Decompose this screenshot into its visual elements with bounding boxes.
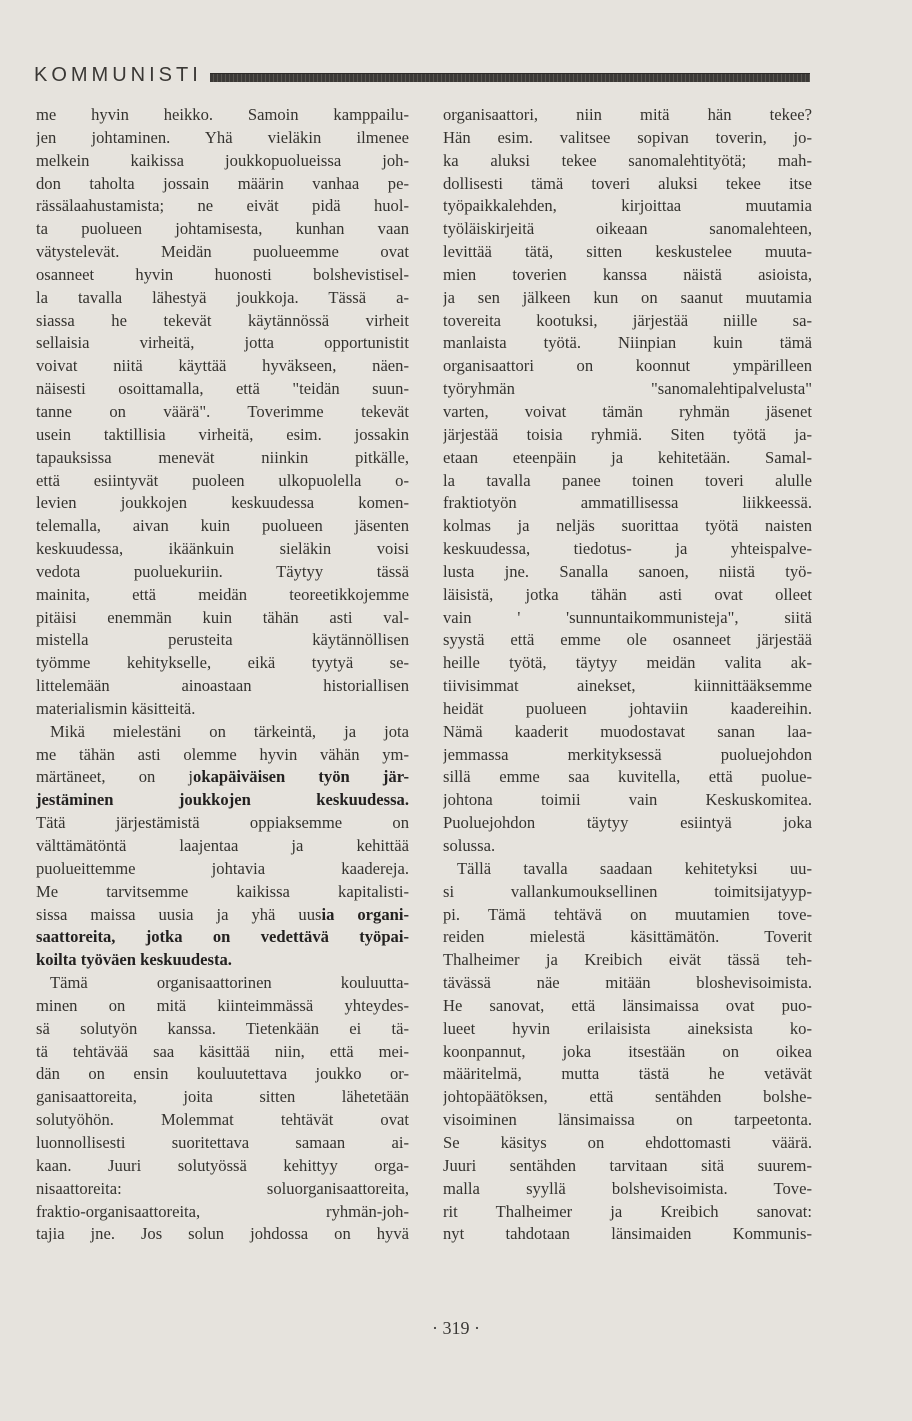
text-line: Juuri sentähden tarvitaan sitä suurem-: [443, 1155, 812, 1175]
text-line: dän on ensin kouluutettava joukko or-: [36, 1064, 409, 1084]
text-line: He sanovat, että länsimaissa ovat puo-: [443, 995, 812, 1015]
text-line: tajia jne. Jos solun johdossa on hyvä: [36, 1224, 409, 1244]
text-line: mien toverien kanssa näistä asioista,: [443, 264, 812, 284]
text-line: malla syyllä bolshevisoimista. Tove-: [443, 1178, 812, 1198]
text-line: kaan. Juuri solutyössä kehittyy orga-: [36, 1155, 409, 1175]
text-line: organisaattori on koonnut ympärilleen: [443, 356, 812, 376]
text-line: koilta työväen keskuudesta.: [36, 950, 232, 970]
text-line: solussa.: [443, 836, 496, 855]
text-line: että esiintyvät puoleen ulkopuolella o-: [36, 470, 409, 490]
text-line: ganisaattoreita, joita sitten lähetetään: [36, 1087, 409, 1107]
text-line: osanneet hyvin huonosti bolshevistisel-: [36, 264, 409, 284]
text-line: organisaattori, niin mitä hän tekee?: [443, 105, 812, 124]
text-line: tapauksissa menevät niinkin pitkälle,: [36, 447, 409, 467]
text-line: me hyvin heikko. Samoin kamppailu-: [36, 105, 409, 124]
text-line: fraktio-organisaattoreita, ryhmän-joh-: [36, 1201, 409, 1221]
text-line: minen on mitä kiinteimmässä yhteydes-: [36, 995, 409, 1015]
text-line: sellaisia virheitä, jotta opportunistit: [36, 333, 409, 353]
text-line: varten, voivat tämän ryhmän jäsenet: [443, 401, 812, 421]
text-line: johtopäätöksen, että sentähden bolshe-: [443, 1087, 812, 1107]
text-line: työmme kehitykselle, eikä tyytyä se-: [36, 653, 409, 673]
text-line: välttämätöntä laajentaa ja kehittää: [36, 836, 409, 855]
text-line: pitäisi enemmän kuin tähän asti val-: [36, 607, 409, 627]
text-line: Tätä järjestämistä oppiaksemme on: [36, 813, 409, 833]
header-rule: [210, 73, 810, 82]
text-line: rässälaahustamista; ne eivät pidä huol-: [36, 196, 409, 216]
page-number: · 319 ·: [432, 1318, 480, 1338]
text-line: mistella perusteita käytännöllisen: [36, 630, 409, 650]
text-line: la tavalla panee toinen toveri alulle: [443, 470, 812, 490]
text-line: heidät puolueen johtaviin kaadereihin.: [443, 698, 812, 718]
text-line: tä tehtävää saa käsittää niin, että mei-: [36, 1041, 409, 1061]
text-line: visoiminen länsimaissa on tarpeetonta.: [443, 1110, 812, 1130]
text-line: määritelmä, mutta tästä he vetävät: [443, 1064, 812, 1084]
journal-title: KOMMUNISTI: [34, 64, 202, 86]
text-line: tovereita kootuksi, järjestää niille sa-: [443, 310, 812, 330]
text-line: tävässä näe mitään bloshevisoimista.: [443, 973, 812, 993]
text-line: jestäminen joukkojen keskuudessa.: [36, 790, 409, 810]
text-line: kolmas ja neljäs suorittaa työtä naisten: [443, 516, 812, 536]
text-line: ka aluksi tekee sanomalehtityötä; mah-: [443, 150, 812, 170]
text-line: si vallankumouksellinen toimitsijatyyp-: [443, 881, 812, 901]
text-line: usein taktillisia virheitä, esim. jossakin: [36, 424, 409, 444]
text-line: näisesti osoittamalla, että "teidän suun-: [36, 379, 409, 399]
text-line: tiivisimmat ainekset, kiinnittääksemme: [443, 676, 812, 696]
text-line: ta puolueen johtamisesta, kunhan vaan: [36, 219, 409, 239]
text-line: jen johtaminen. Yhä vieläkin ilmenee: [36, 127, 409, 147]
text-line: levien joukkojen keskuudessa komen-: [36, 493, 409, 513]
text-line: saattoreita, jotka on vedettävä työpai-: [36, 927, 409, 947]
text-line: pi. Tämä tehtävä on muutamien tove-: [443, 904, 812, 924]
text-line: Mikä mielestäni on tärkeintä, ja jota: [50, 721, 409, 741]
text-line: etaan eteenpäin ja kehitetään. Samal-: [443, 447, 812, 467]
text-line: heille työtä, täytyy meidän valita ak-: [443, 653, 812, 673]
text-line: me tähän asti olemme hyvin vähän ym-: [36, 744, 409, 764]
text-line: siassa he tekevät käytännössä virheit: [36, 310, 409, 330]
text-line: littelemään ainoastaan historiallisen: [36, 676, 409, 696]
text-line: sissa maissa uusia ja yhä uusia organi-: [36, 904, 409, 924]
text-line: materialismin käsitteitä.: [36, 698, 196, 718]
text-line: nyt tahdotaan länsimaiden Kommunis-: [443, 1224, 812, 1244]
text-line: la tavalla lähestyä joukkoja. Tässä a-: [36, 287, 409, 307]
text-line: Tämä organisaattorinen kouluutta-: [50, 973, 409, 993]
text-line: melkein kaikissa joukkopuolueissa joh-: [36, 150, 409, 170]
text-line: don taholta jossain määrin vanhaa pe-: [36, 173, 409, 193]
text-line: Thalheimer ja Kreibich eivät tässä teh-: [443, 950, 812, 970]
text-line: läisistä, jotka tähän asti ovat olleet: [443, 584, 812, 604]
text-line: reiden mielestä käsittämätön. Toverit: [443, 927, 812, 947]
text-line: rit Thalheimer ja Kreibich sanovat:: [443, 1201, 812, 1221]
text-line: fraktiotyön ammatillisessa liikkeessä.: [443, 493, 812, 513]
text-line: mainita, että meidän teoreetikkojemme: [36, 584, 409, 604]
text-line: märtäneet, on jokapäiväisen työn jär-: [36, 767, 409, 787]
text-line: Nämä kaaderit muodostavat sanan laa-: [443, 721, 812, 741]
text-line: Hän esim. valitsee sopivan toverin, jo-: [443, 127, 812, 147]
text-line: nisaattoreita: soluorganisaattoreita,: [36, 1178, 409, 1198]
text-line: järjestää toisia ryhmiä. Siten työtä ja-: [443, 424, 812, 444]
text-line: työläiskirjeitä oikeaan sanomalehteen,: [443, 219, 812, 239]
text-line: manlaista työtä. Niinpian kuin tämä: [443, 333, 812, 353]
text-line: Tällä tavalla saadaan kehitetyksi uu-: [457, 858, 812, 878]
text-line: solutyöhön. Molemmat tehtävät ovat: [36, 1110, 409, 1130]
text-line: levittää tätä, sitten keskustelee muuta-: [443, 242, 812, 262]
text-line: koonpannut, joka itsestään on oikea: [443, 1041, 812, 1061]
text-line: sä solutyön kanssa. Tietenkään ei tä-: [36, 1018, 409, 1038]
text-line: lueet hyvin erilaisista aineksista ko-: [443, 1018, 812, 1038]
text-line: keskuudessa, tiedotus- ja yhteispalve-: [443, 539, 812, 559]
text-line: Puoluejohdon täytyy esiintyä joka: [443, 813, 812, 833]
running-header: [34, 60, 810, 86]
text-line: vätystelevät. Meidän puolueemme ovat: [36, 242, 409, 262]
text-line: dollisesti tämä toveri aluksi tekee itse: [443, 173, 812, 193]
text-line: lusta jne. Sanalla sanoen, niistä työ-: [443, 561, 812, 581]
text-line: voivat niitä käyttää hyväkseen, näen-: [36, 356, 409, 376]
text-line: luonnollisesti suoritettava samaan ai-: [36, 1132, 409, 1152]
text-line: johtona toimii vain Keskuskomitea.: [443, 790, 812, 810]
text-line: sillä emme saa kuvitella, että puolue-: [443, 767, 812, 787]
text-line: vain ' 'sunnuntaikommunisteja", siitä: [443, 607, 812, 627]
text-line: Se käsitys on ehdottomasti väärä.: [443, 1132, 812, 1152]
text-line: syystä että emme ole osanneet järjestää: [443, 630, 812, 650]
text-line: keskuudessa, ikäänkuin sieläkin voisi: [36, 539, 409, 559]
text-line: Me tarvitsemme kaikissa kapitalisti-: [36, 881, 409, 901]
text-line: tanne on väärä". Toverimme tekevät: [36, 401, 409, 421]
text-line: puolueittemme johtavia kaadereja.: [36, 858, 409, 878]
text-line: ja sen jälkeen kun on saanut muutamia: [443, 287, 812, 307]
text-line: työryhmän "sanomalehtipalvelusta": [443, 379, 812, 399]
text-line: työpaikkalehden, kirjoittaa muutamia: [443, 196, 812, 216]
text-line: jemmassa merkityksessä puoluejohdon: [443, 744, 812, 764]
left-text-column: [36, 104, 409, 1304]
text-line: vedota puoluekuriin. Täytyy tässä: [36, 561, 409, 581]
right-text-column: [443, 104, 812, 1304]
text-line: telemalla, aivan kuin puolueen jäsenten: [36, 516, 409, 536]
